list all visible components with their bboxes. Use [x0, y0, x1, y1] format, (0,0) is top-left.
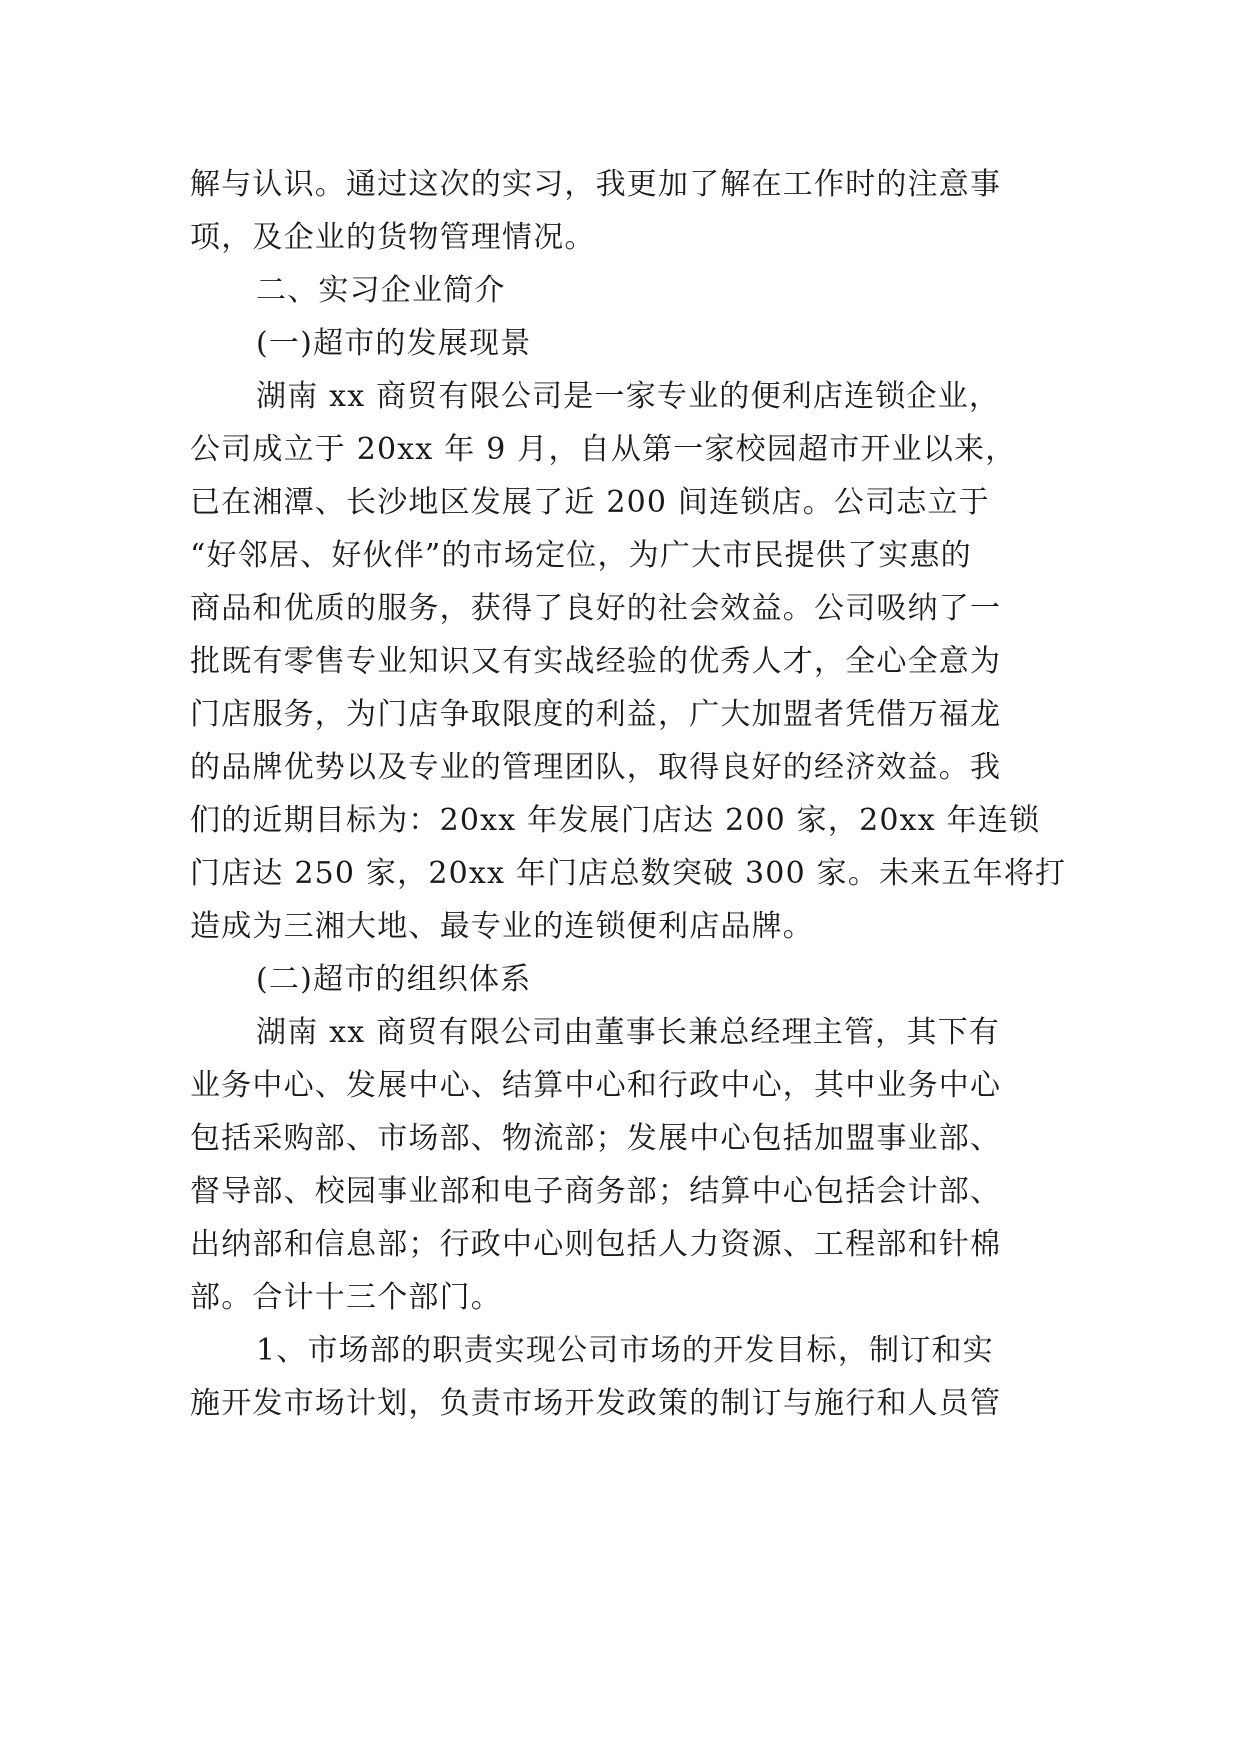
subsection-heading: (二)超市的组织体系	[256, 962, 532, 997]
paragraph-line: 批既有零售专业知识又有实战经验的优秀人才，全心全意为	[190, 644, 1002, 679]
paragraph-line: 部。合计十三个部门。	[190, 1280, 502, 1315]
paragraph-line: 施开发市场计划，负责市场开发政策的制订与施行和人员管	[190, 1386, 1002, 1421]
paragraph-line: 1、市场部的职责实现公司市场的开发目标，制订和实	[256, 1333, 994, 1368]
paragraph-line: 出纳部和信息部；行政中心则包括人力资源、工程部和针棉	[190, 1227, 1002, 1262]
paragraph-line: 门店服务，为门店争取限度的利益，广大加盟者凭借万福龙	[190, 697, 1002, 732]
paragraph-line: 业务中心、发展中心、结算中心和行政中心，其中业务中心	[190, 1068, 1002, 1103]
paragraph-line: 已在湘潭、长沙地区发展了近 200 间连锁店。公司志立于	[190, 485, 990, 520]
section-heading: 二、实习企业简介	[256, 273, 506, 308]
paragraph-line: 解与认识。通过这次的实习，我更加了解在工作时的注意事	[190, 167, 1002, 202]
paragraph-line: “好邻居、好伙伴”的市场定位，为广大市民提供了实惠的	[190, 538, 972, 573]
paragraph-line: 湖南 xx 商贸有限公司由董事长兼总经理主管，其下有	[256, 1015, 1001, 1050]
paragraph-line: 商品和优质的服务，获得了良好的社会效益。公司吸纳了一	[190, 591, 1002, 626]
paragraph-line: 项，及企业的货物管理情况。	[190, 220, 596, 255]
paragraph-line: 们的近期目标为：20xx 年发展门店达 200 家，20xx 年连锁	[190, 803, 1041, 838]
document-body	[190, 158, 1067, 1430]
paragraph-line: 湖南 xx 商贸有限公司是一家专业的便利店连锁企业，	[256, 379, 1001, 414]
paragraph-line: 造成为三湘大地、最专业的连锁便利店品牌。	[190, 909, 814, 944]
paragraph-line: 门店达 250 家，20xx 年门店总数突破 300 家。未来五年将打	[190, 856, 1067, 891]
paragraph-line: 公司成立于 20xx 年 9 月，自从第一家校园超市开业以来，	[190, 432, 1017, 467]
paragraph-line: 包括采购部、市场部、物流部；发展中心包括加盟事业部、	[190, 1121, 1002, 1156]
subsection-heading: (一)超市的发展现景	[256, 326, 532, 361]
paragraph-line: 的品牌优势以及专业的管理团队，取得良好的经济效益。我	[190, 750, 1002, 785]
paragraph-line: 督导部、校园事业部和电子商务部；结算中心包括会计部、	[190, 1174, 1002, 1209]
